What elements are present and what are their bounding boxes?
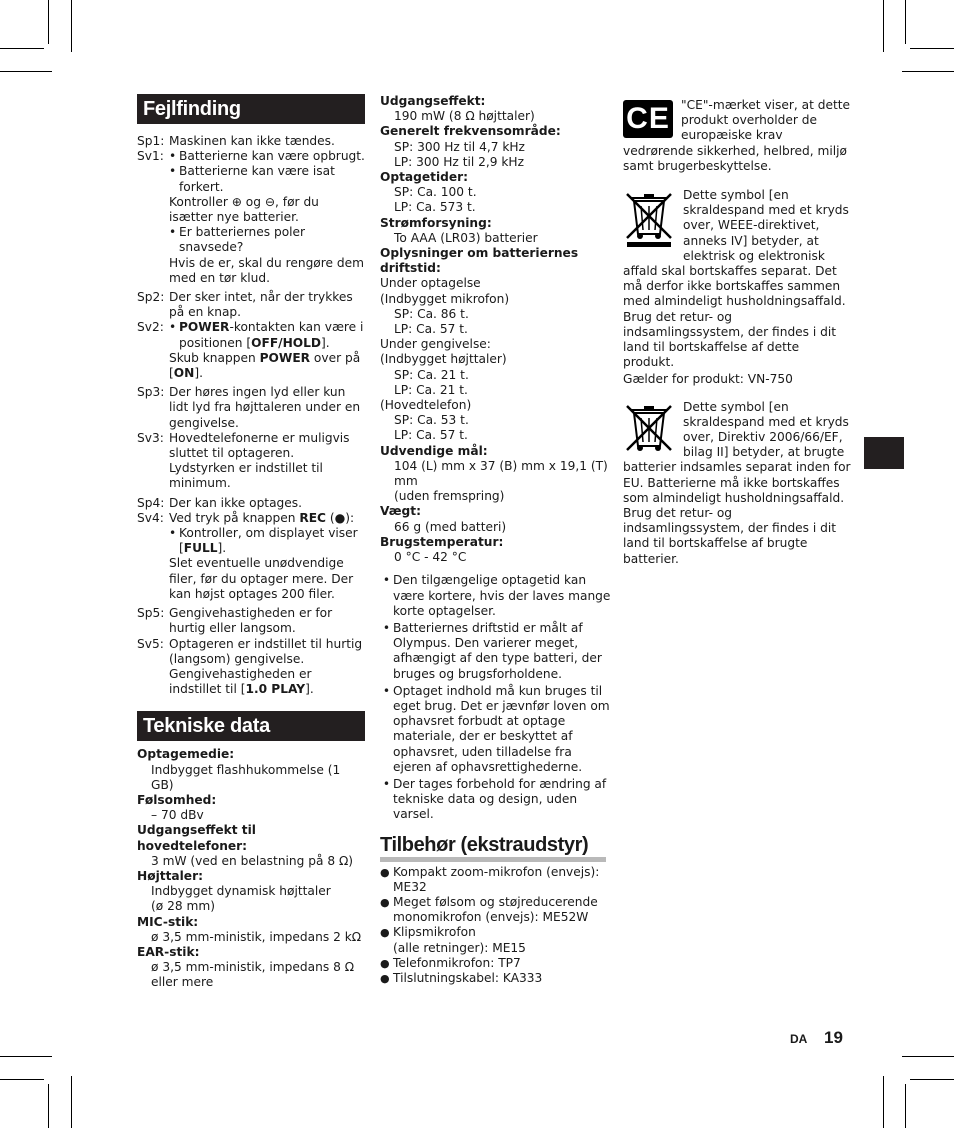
spec-value: SP: Ca. 100 t. <box>394 185 477 200</box>
battery-line: LP: Ca. 57 t. <box>394 428 468 443</box>
trouble-bullet: Batterierne kan være isat forkert. <box>179 164 335 194</box>
trouble-text: Der høres ingen lyd eller kun lidt lyd fra højttaleren under en gengivelse. <box>169 385 361 430</box>
note-item <box>380 573 612 619</box>
battery-line: (Indbygget mikrofon) <box>380 291 510 306</box>
trouble-text: -kontakten kan være i positionen [ <box>179 320 364 350</box>
trouble-text: ]. <box>217 541 227 556</box>
bullet: • <box>382 683 391 698</box>
section-title-specs: Tekniske data <box>137 711 365 741</box>
trouble-text: Lydstyrken er indstillet til minimum. <box>169 461 323 491</box>
spec-value: 66 g (med batteri) <box>394 519 507 534</box>
trouble-bullet: Er batteriernes poler snavsede? <box>179 225 306 255</box>
accessory-item <box>380 925 612 955</box>
trouble-code: Sv3: <box>137 430 164 445</box>
crop-mark <box>902 1056 954 1057</box>
trouble-code: Sp3: <box>137 385 165 400</box>
crop-mark <box>905 0 906 44</box>
spec-value: 0 °C - 42 °C <box>394 550 467 565</box>
spec-value: ø 3,5 mm-ministik, impedans 8 Ω eller mere <box>151 960 355 990</box>
spec-value: Indbygget flashhukommelse (1 GB) <box>151 762 341 792</box>
section-title-troubleshooting: Fejlfinding <box>137 94 365 124</box>
trouble-row <box>137 134 365 149</box>
trouble-text: Optageren er indstillet til hurtig (langsom) gengivelse. Gengivehastigheden er indstillet til [ <box>169 636 363 697</box>
spec-list <box>380 94 612 246</box>
spec-value: – 70 dBv <box>151 808 204 823</box>
trouble-row <box>137 320 365 381</box>
note-text: Den tilgængelige optagetid kan være kortere, hvis der laves mange korte optagelser. <box>393 573 611 618</box>
spec-value: 3 mW (ved en belastning på 8 Ω) <box>151 853 354 868</box>
trouble-code: Sp5: <box>137 606 165 621</box>
crop-mark <box>883 1076 884 1128</box>
battery-line: Under gengivelse: <box>380 337 491 352</box>
trouble-text: Ved tryk på knappen <box>169 510 300 525</box>
column-middle <box>380 94 612 986</box>
trouble-text: ]. <box>305 682 314 697</box>
crop-mark <box>883 0 884 52</box>
accessory-text: Meget følsom og støjreducerende monomikrofon (envejs): ME52W <box>393 894 598 925</box>
page-number: 19 <box>824 1028 843 1047</box>
accessories-list <box>380 865 612 987</box>
spec-value: ø 3,5 mm-ministik, impedans 2 kΩ <box>151 929 362 944</box>
trouble-code: Sp4: <box>137 495 165 510</box>
trouble-text: Slet eventuelle unødvendige filer, før du optager mere. Der kan højst optages 200 filer. <box>169 556 354 601</box>
crop-mark <box>0 71 52 72</box>
trouble-text: (●): <box>326 510 355 525</box>
battery-symbol-text: Dette symbol [en skraldespand med et kryds over, Direktiv 2006/66/EF, bilag II] betyder, at brugte batterier indsamles separat inden for EU. Batterierne må ikke bortskaffes som almindeligt husholdningsaffald. Brug det retur- og indsamlingssystem, der findes i dit land til bortskaffelse af brugte batterier. <box>623 399 851 566</box>
trouble-text: Kontroller, om displayet viser [ <box>179 526 358 556</box>
spec-label: Strømforsyning: <box>380 215 492 230</box>
note-item <box>380 777 612 823</box>
accessory-item <box>380 956 612 971</box>
note-text: Optaget indhold må kun bruges til eget brug. Det er jævnfør loven om ophavsret forbudt at optage materiale, der er beskyttet af ophavsret, uden tilladelse fra ejeren af ophavsrettighederne. <box>393 683 610 774</box>
column-left <box>137 94 365 991</box>
spec-label: Udgangseffekt: <box>380 94 486 108</box>
trouble-bullet: Batterierne kan være opbrugt. <box>179 149 365 164</box>
spec-value: 190 mW (8 Ω højttaler) <box>394 109 535 124</box>
spec-label: Optagemedie: <box>137 747 235 762</box>
accessory-text: Telefonmikrofon: TP7 <box>393 955 521 970</box>
accessory-item <box>380 895 612 925</box>
bullet: • <box>169 149 177 164</box>
bullet: ● <box>380 895 390 909</box>
battery-line: (Indbygget højttaler) <box>380 352 507 367</box>
bullet: • <box>382 573 391 588</box>
bullet: ● <box>380 971 390 985</box>
trouble-text: Der kan ikke optages. <box>169 495 303 510</box>
section-title-accessories: Tilbehør (ekstraudstyr) <box>380 833 606 862</box>
key-label: POWER <box>259 350 311 365</box>
spec-value: LP: 300 Hz til 2,9 kHz <box>394 154 524 169</box>
spec-label: Brugstemperatur: <box>380 534 504 549</box>
crop-mark <box>905 1084 906 1128</box>
spec-label: Vægt: <box>380 504 421 519</box>
battery-list <box>380 276 612 443</box>
trouble-text: Maskinen kan ikke tændes. <box>169 134 335 148</box>
trouble-row <box>137 149 365 286</box>
crop-mark <box>910 1079 954 1080</box>
notes-list <box>380 573 612 822</box>
trouble-code: Sv1: <box>137 149 164 164</box>
language-code: DA <box>790 1032 808 1046</box>
spec-label: Følsomhed: <box>137 792 217 807</box>
bullet: • <box>382 620 391 635</box>
trouble-row <box>137 290 365 320</box>
spec-label: Udvendige mål: <box>380 443 488 458</box>
ce-mark-icon: CE <box>623 100 673 138</box>
weee-block <box>623 188 853 370</box>
crossed-bin-icon <box>623 402 675 458</box>
trouble-text: Der sker intet, når der trykkes på en knap. <box>169 290 353 320</box>
crop-mark <box>0 48 44 49</box>
trouble-text: over på [ <box>169 350 361 381</box>
accessory-item <box>380 971 612 986</box>
battery-line: LP: Ca. 21 t. <box>394 382 468 397</box>
spec-list <box>137 747 365 990</box>
accessory-text: Tilslutningskabel: KA333 <box>393 970 543 985</box>
accessory-item <box>380 865 612 895</box>
bullet: ● <box>380 956 390 970</box>
crop-mark <box>71 0 72 52</box>
spec-label: EAR-stik: <box>137 944 200 959</box>
trouble-text: ]. <box>194 366 203 381</box>
battery-line: (Hovedtelefon) <box>380 398 472 413</box>
spec-value: SP: 300 Hz til 4,7 kHz <box>394 139 525 154</box>
spec-value: 104 (L) mm x 37 (B) mm x 19,1 (T) mm <box>394 458 608 489</box>
trouble-code: Sv2: <box>137 320 164 335</box>
bullet: • <box>169 225 177 240</box>
note-item <box>380 684 612 775</box>
note-text: Batteriernes driftstid er målt af Olympus. Den varierer meget, afhængigt af den type batteri, der bruges og brugsforholdene. <box>393 620 602 681</box>
trouble-code: Sv5: <box>137 636 164 651</box>
trouble-code: Sp1: <box>137 134 165 148</box>
accessory-text: Kompakt zoom-mikrofon (envejs): ME32 <box>393 864 600 894</box>
battery-line: SP: Ca. 86 t. <box>394 306 469 321</box>
key-label: ON <box>173 366 195 381</box>
ce-text: "CE"-mærket viser, at dette produkt overholder de europæiske krav vedrørende sikkerhed, helbred, miljø samt brugerbeskyttelse. <box>623 98 851 173</box>
bullet: • <box>169 164 177 179</box>
crop-mark <box>910 48 954 49</box>
battery-line: SP: Ca. 53 t. <box>394 413 469 428</box>
bullet: ● <box>380 865 390 879</box>
crop-mark <box>48 0 49 44</box>
trouble-row <box>137 496 365 511</box>
bullet: • <box>382 776 391 791</box>
trouble-row <box>137 637 365 698</box>
trouble-text: ]. <box>321 335 330 350</box>
trouble-text: Kontroller ⊕ og ⊖, før du isætter nye batterier. <box>169 194 319 225</box>
note-item <box>380 621 612 682</box>
spec-label: Generelt frekvensområde: <box>380 124 561 139</box>
crop-mark <box>0 1079 44 1080</box>
trouble-row <box>137 511 365 602</box>
trouble-text: Hovedtelefonerne er muligvis sluttet til optageren. <box>169 430 350 461</box>
crop-mark <box>48 1084 49 1128</box>
spec-label: Højttaler: <box>137 868 203 883</box>
key-label: 1.0 PLAY <box>245 682 306 697</box>
ce-block <box>623 98 853 174</box>
trouble-code: Sv4: <box>137 510 164 525</box>
spec-label: MIC-stik: <box>137 914 199 929</box>
spec-value: (uden fremspring) <box>394 489 505 504</box>
spec-value: LP: Ca. 573 t. <box>394 200 476 215</box>
bullet: • <box>169 526 177 541</box>
battery-line: SP: Ca. 21 t. <box>394 367 469 382</box>
accessory-text: Klipsmikrofon (alle retninger): ME15 <box>393 925 526 955</box>
spec-label: Optagetider: <box>380 170 469 185</box>
bullet: • <box>169 320 177 335</box>
spec-label: Udgangseffekt til hovedtelefoner: <box>137 823 256 853</box>
spec-value: (ø 28 mm) <box>151 899 215 914</box>
spec-value: To AAA (LR03) batterier <box>394 230 538 245</box>
trouble-text: Gengivehastigheden er for hurtig eller langsom. <box>169 606 333 636</box>
key-label: POWER <box>179 320 230 335</box>
spec-label: Oplysninger om batteriernes driftstid: <box>380 246 579 276</box>
trouble-row <box>137 385 365 431</box>
trouble-row <box>137 606 365 636</box>
spec-list <box>380 444 612 566</box>
trouble-text: Hvis de er, skal du rengøre dem med en tør klud. <box>169 255 364 285</box>
crop-mark <box>0 1056 52 1057</box>
weee-text: Dette symbol [en skraldespand med et kryds over, WEEE-direktivet, anneks IV] betyder, at elektrisk og elektronisk affald skal bortskaffes separat. Det må derfor ikke bortskaffes sammen med almindeligt husholdningsaffald. Brug det retur- og indsamlingssystem, der findes i dit land til bortskaffelse af dette produkt. <box>623 188 849 370</box>
key-label: REC <box>299 510 326 525</box>
note-text: Der tages forbehold for ændring af tekniske data og design, uden varsel. <box>393 776 607 822</box>
trouble-text: Skub knappen <box>169 350 260 365</box>
battery-block <box>623 400 853 567</box>
trouble-code: Sp2: <box>137 290 165 305</box>
column-right <box>623 98 853 577</box>
trouble-row <box>137 431 365 492</box>
battery-line: LP: Ca. 57 t. <box>394 322 468 337</box>
bullet: ● <box>380 926 390 940</box>
crop-mark <box>71 1076 72 1128</box>
spec-value: Indbygget dynamisk højttaler <box>151 884 331 899</box>
applies-text: Gælder for produkt: VN-750 <box>623 372 793 387</box>
key-label: OFF/HOLD <box>251 335 322 350</box>
crop-mark <box>902 71 954 72</box>
battery-line: Under optagelse <box>380 276 481 291</box>
key-label: FULL <box>183 541 218 556</box>
crossed-bin-icon <box>623 190 675 252</box>
chapter-tab <box>864 437 904 469</box>
